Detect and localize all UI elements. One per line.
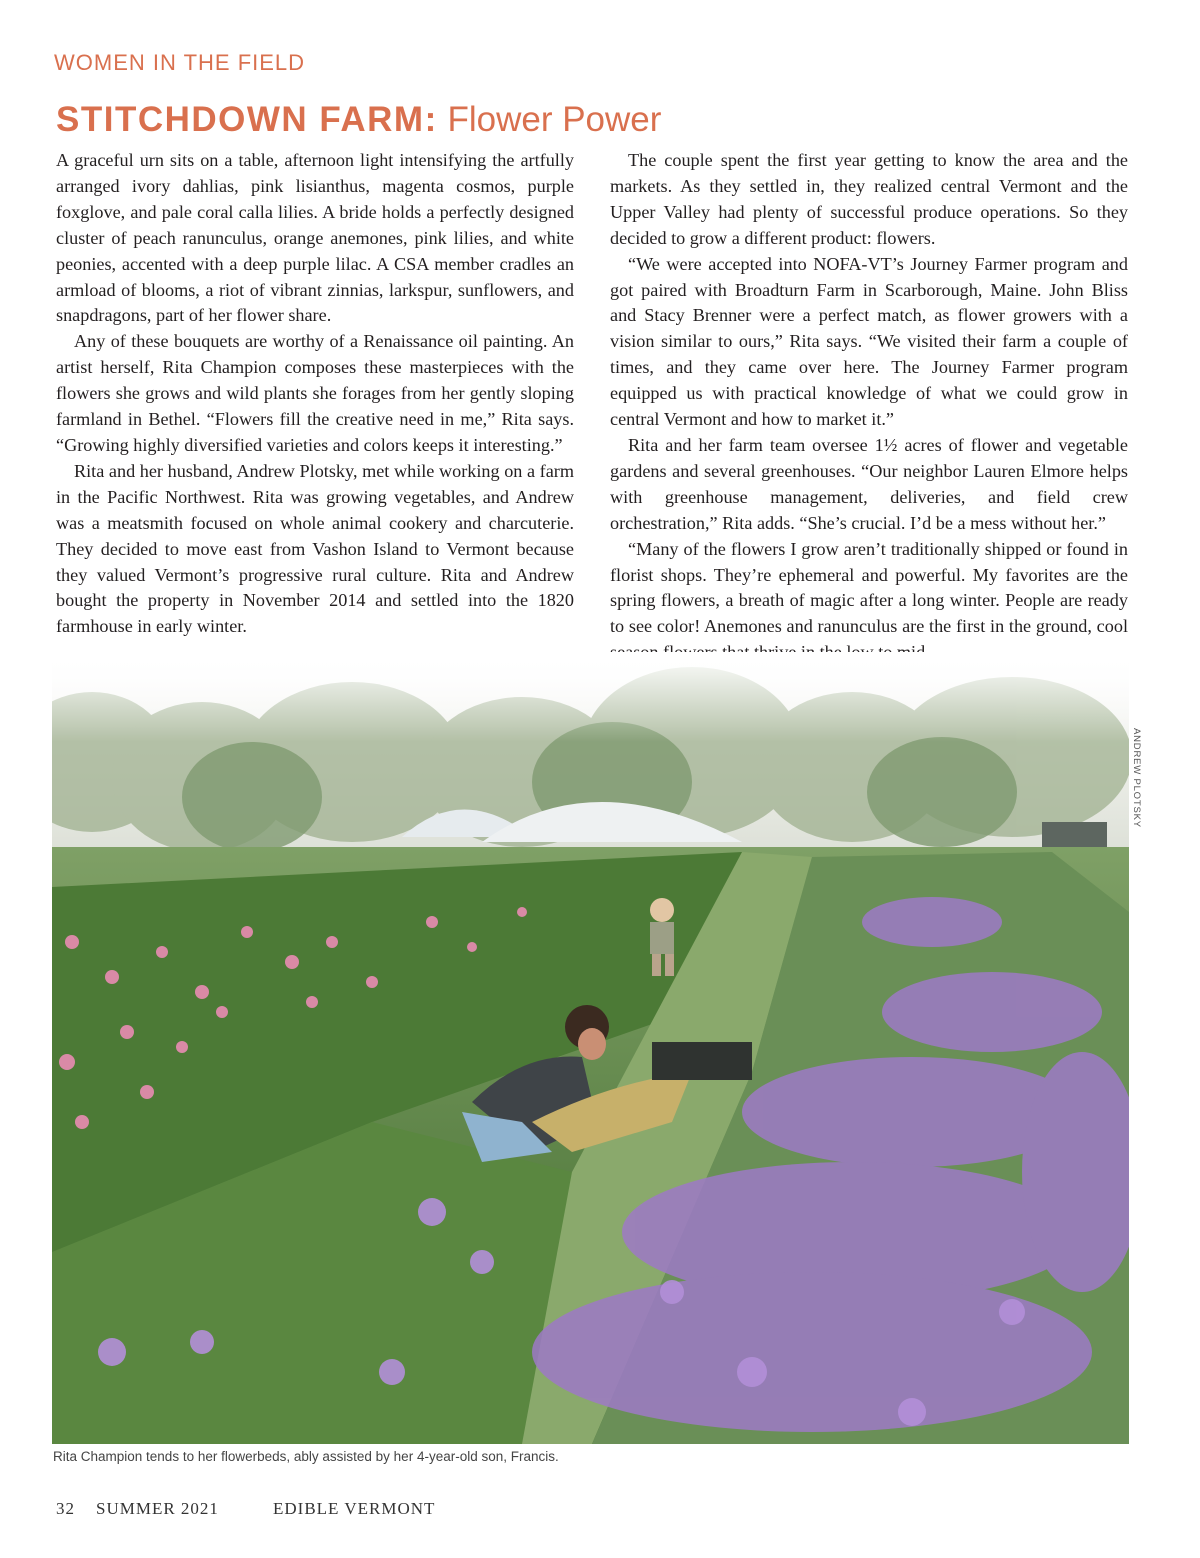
body-paragraph: Rita and her farm team oversee 1½ acres of flower and vegetable gardens and several greenhouses. “Our neighbor Lauren Elmore helps with greenhouse management, deliveries, and field crew orchestration,” Rita adds. “She’s crucial. I’d be a mess without her.”	[610, 434, 1128, 533]
section-label: WOMEN IN THE FIELD	[54, 50, 306, 75]
body-column-right	[610, 148, 1128, 666]
body-column-left	[56, 148, 574, 640]
headline-subtitle: Flower Power	[437, 100, 662, 139]
photo-credit: ANDREW PLOTSKY	[1131, 728, 1142, 828]
photo-caption: Rita Champion tends to her flowerbeds, ably assisted by her 4-year-old son, Francis.	[53, 1449, 559, 1464]
body-paragraph: The couple spent the first year getting to know the area and the markets. As they settled in, they realized central Vermont and the Upper Valley had plenty of successful produce operations. So they decided to grow a different product: flowers.	[610, 150, 1128, 248]
body-paragraph: Rita and her husband, Andrew Plotsky, met while working on a farm in the Pacific Northwest. Rita was growing vegetables, and Andrew was a meatsmith focused on whole animal cookery and charcuterie. They decided to move east from Vashon Island to Vermont because they valued Vermont’s progressive rural culture. Rita and Andrew bought the property in November 2014 and settled into the 1820 farmhouse in early winter.	[56, 460, 574, 637]
headline-farm-name: STITCHDOWN FARM:	[56, 100, 438, 139]
farm-photo	[52, 652, 1129, 1444]
body-paragraph: “We were accepted into NOFA-VT’s Journey Farmer program and got paired with Broadturn Farm in Scarborough, Maine. John Bliss and Stacy Brenner were a perfect match, as flower growers with a vision similar to ours,” Rita says. “We visited their farm a couple of times, and they came over here. The Journey Farmer program equipped us with practical knowledge of what we could grow in central Vermont and how to market it.”	[610, 253, 1128, 430]
article-headline	[56, 100, 661, 140]
magazine-name: EDIBLE VERMONT	[273, 1499, 436, 1518]
body-paragraph: A graceful urn sits on a table, afternoon light intensifying the artfully arranged ivory dahlias, pink lisianthus, magenta cosmos, purple foxglove, and pale coral calla lilies. A bride holds a perfectly designed cluster of peach ranunculus, orange anemones, pink lilies, and white peonies, accented with a deep purple lilac. A CSA member cradles an armload of blooms, a riot of vibrant zinnias, larkspur, sunflowers, and snapdragons, part of her flower share.	[56, 150, 574, 326]
body-paragraph: “Many of the flowers I grow aren’t traditionally shipped or found in florist shops. They’re ephemeral and powerful. My favorites are the spring flowers, a breath of magic after a long winter. People are ready to see color! Anemones and ranunculus are the first in the ground, cool	[610, 538, 1128, 637]
issue-label: SUMMER 2021	[96, 1499, 219, 1518]
farm-photo-illustration	[52, 652, 1129, 1444]
page-number: 32	[56, 1499, 75, 1518]
body-paragraph: Any of these bouquets are worthy of a Renaissance oil painting. An artist herself, Rita Champion composes these masterpieces with the flowers she grows and wild plants she forages from her gently sloping farmland in Bethel. “Flowers fill the creative need in me,” Rita says. “Growing highly diversified varieties and colors keeps it interesting.”	[56, 331, 574, 455]
